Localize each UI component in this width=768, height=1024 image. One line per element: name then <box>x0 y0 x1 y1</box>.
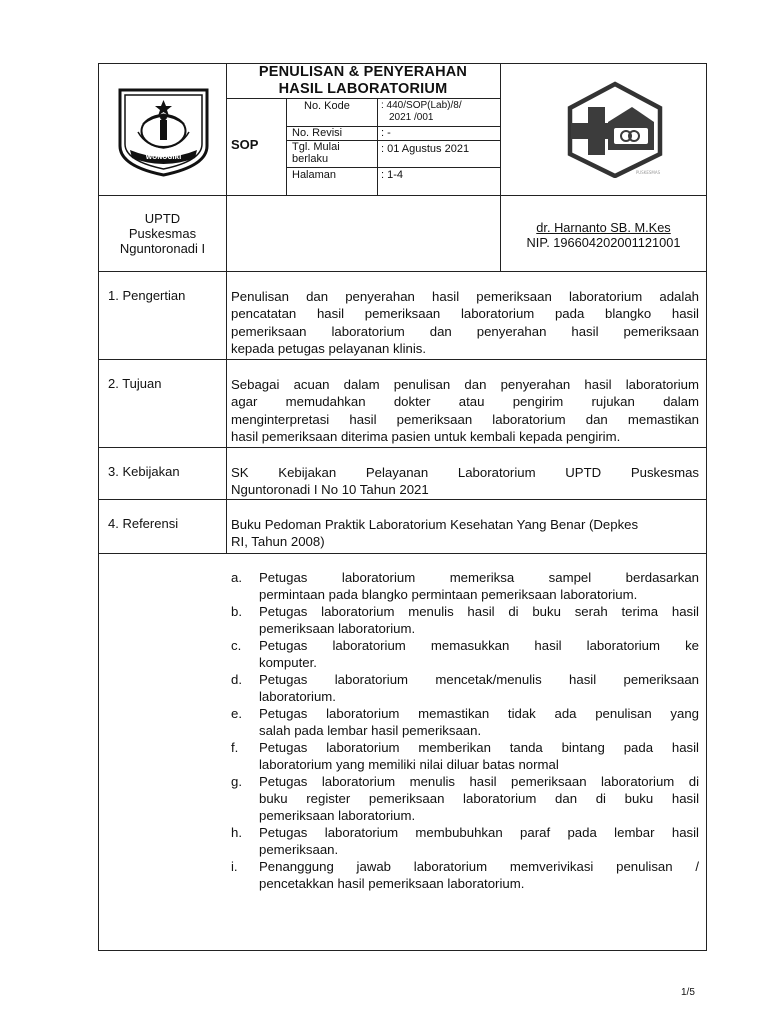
signer-nip: NIP. 196604202001121001 <box>526 235 681 250</box>
title-line-2: HASIL LABORATORIUM <box>278 81 448 97</box>
text-line: agar memudahkan dokter atau pengirim rujukan dalam <box>231 394 699 410</box>
text-line: SK Kebijakan Pelayanan Laboratorium UPTD Puskesmas <box>231 465 699 480</box>
meta-value-kode-line2: 2021 /001 <box>389 112 434 123</box>
page-number: 1/5 <box>681 987 695 998</box>
step-text-line: Penanggung jawab laboratorium memverivikasi penulisan / <box>259 859 699 874</box>
step-text-line: laboratorium yang memiliki nilai diluar batas normal <box>259 757 559 772</box>
step-text-line: Petugas laboratorium memberikan tanda bintang pada hasil <box>259 740 699 755</box>
step-text-line: komputer. <box>259 655 317 670</box>
regency-crest-icon <box>116 86 211 178</box>
sop-label: SOP <box>231 137 259 152</box>
section-text-pengertian <box>231 288 699 358</box>
grid-line <box>377 98 378 195</box>
step-text-line: laboratorium. <box>259 689 336 704</box>
step-text-line: Petugas laboratorium memastikan tidak ada penulisan yang <box>259 706 699 721</box>
section-label-pengertian: 1. Pengertian <box>108 288 186 303</box>
org-line-2: Puskesmas <box>128 226 197 241</box>
step-marker: f. <box>231 740 239 755</box>
step-marker: c. <box>231 638 242 653</box>
grid-line <box>98 553 707 554</box>
text-line: kepada petugas pelayanan klinis. <box>231 341 427 357</box>
meta-value-revisi: : - <box>381 127 391 139</box>
svg-text:PUSKESMAS: PUSKESMAS <box>635 170 661 175</box>
step-marker: e. <box>231 706 242 721</box>
procedure-step <box>231 739 699 773</box>
text-line: RI, Tahun 2008) <box>231 534 325 550</box>
title-line-1: PENULISAN & PENYERAHAN <box>258 64 468 80</box>
text-line: Buku Pedoman Praktik Laboratorium Kesehatan Yang Benar (Depkes <box>231 517 639 532</box>
step-marker: b. <box>231 604 242 619</box>
step-text-line: buku register pemeriksaan laboratorium dan di buku hasil <box>259 791 699 806</box>
meta-value-kode <box>381 100 462 124</box>
step-marker: i. <box>231 859 238 874</box>
section-label-referensi: 4. Referensi <box>108 516 179 531</box>
step-text-line: Petugas laboratorium membubuhkan paraf pada lembar hasil <box>259 825 699 840</box>
grid-line <box>286 98 287 195</box>
procedure-step <box>231 569 699 603</box>
text-line: hasil pemeriksaan diterima pasien untuk kembali kepada pengirim. <box>231 429 621 445</box>
procedure-step <box>231 637 699 671</box>
step-text-line: Petugas laboratorium memasukkan hasil laboratorium ke <box>259 638 699 653</box>
procedure-step <box>231 671 699 705</box>
step-marker: a. <box>231 570 242 585</box>
text-line: pemeriksaan laboratorium dan penyerahan hasil pemeriksaan <box>231 323 699 339</box>
step-marker: h. <box>231 825 242 840</box>
text-line: Nguntoronadi I No 10 Tahun 2021 <box>231 482 429 498</box>
procedure-step <box>231 705 699 739</box>
org-line-3: Nguntoronadi I <box>119 241 206 256</box>
step-text-line: pemeriksaan laboratorium. <box>259 808 416 823</box>
grid-line <box>286 167 500 168</box>
procedure-step <box>231 773 699 824</box>
grid-line <box>98 195 707 196</box>
meta-label-kode: No. Kode <box>304 100 350 112</box>
grid-line <box>98 359 707 360</box>
meta-value-halaman: : 1-4 <box>381 169 404 181</box>
step-text-line: Petugas laboratorium menulis hasil di buku serah terima hasil <box>259 604 699 619</box>
step-text-line: Petugas laboratorium mencetak/menulis hasil pemeriksaan <box>259 672 699 687</box>
step-marker: g. <box>231 774 242 789</box>
document-title <box>226 64 500 98</box>
step-text-line: Petugas laboratorium memeriksa sampel berdasarkan <box>259 570 699 585</box>
step-text-line: pemeriksaan. <box>259 842 339 857</box>
section-text-kebijakan <box>231 464 699 499</box>
organization-name <box>99 211 226 256</box>
meta-value-kode-line1: : 440/SOP(Lab)/8/ <box>381 100 462 111</box>
grid-line <box>98 499 707 500</box>
org-line-1: UPTD <box>144 211 181 226</box>
step-text-line: pemeriksaan laboratorium. <box>259 621 416 636</box>
step-text-line: permintaan pada blangko permintaan pemeriksaan laboratorium. <box>259 587 638 602</box>
meta-label-tgl <box>292 141 340 165</box>
procedure-list <box>231 569 699 892</box>
grid-line <box>98 447 707 448</box>
grid-line <box>226 63 227 553</box>
text-line: menginterpretasi hasil pemeriksaan laboratorium dan memastikan <box>231 411 699 427</box>
meta-label-tgl-line2: berlaku <box>292 153 329 165</box>
meta-label-halaman: Halaman <box>292 169 337 181</box>
meta-value-tgl: : 01 Agustus 2021 <box>381 143 470 155</box>
procedure-step <box>231 824 699 858</box>
grid-line <box>98 271 707 272</box>
step-text-line: pencetakkan hasil pemeriksaan laboratorium. <box>259 876 525 891</box>
meta-label-tgl-line1: Tgl. Mulai <box>292 141 340 153</box>
puskesmas-cross-logo-icon <box>556 78 674 178</box>
signer-block <box>500 220 707 250</box>
grid-line <box>226 98 500 99</box>
step-text-line: Petugas laboratorium menulis hasil pemeriksaan laboratorium di <box>259 774 699 789</box>
section-label-tujuan: 2. Tujuan <box>108 376 162 391</box>
section-text-tujuan <box>231 376 699 446</box>
signer-name: dr. Harnanto SB. M.Kes <box>536 220 671 235</box>
text-line: Sebagai acuan dalam penulisan dan penyerahan hasil laboratorium <box>231 377 699 392</box>
procedure-step <box>231 603 699 637</box>
procedure-step <box>231 858 699 892</box>
step-marker: d. <box>231 672 242 687</box>
svg-text:WONOGIRI: WONOGIRI <box>145 154 182 161</box>
section-text-referensi <box>231 516 701 551</box>
step-text-line: salah pada lembar hasil pemeriksaan. <box>259 723 482 738</box>
text-line: Penulisan dan penyerahan hasil pemeriksaan laboratorium adalah <box>231 289 699 304</box>
section-label-kebijakan: 3. Kebijakan <box>108 464 180 479</box>
text-line: pencatatan hasil pemeriksaan laboratorium pada blangko hasil <box>231 306 699 322</box>
meta-label-revisi: No. Revisi <box>292 127 343 139</box>
